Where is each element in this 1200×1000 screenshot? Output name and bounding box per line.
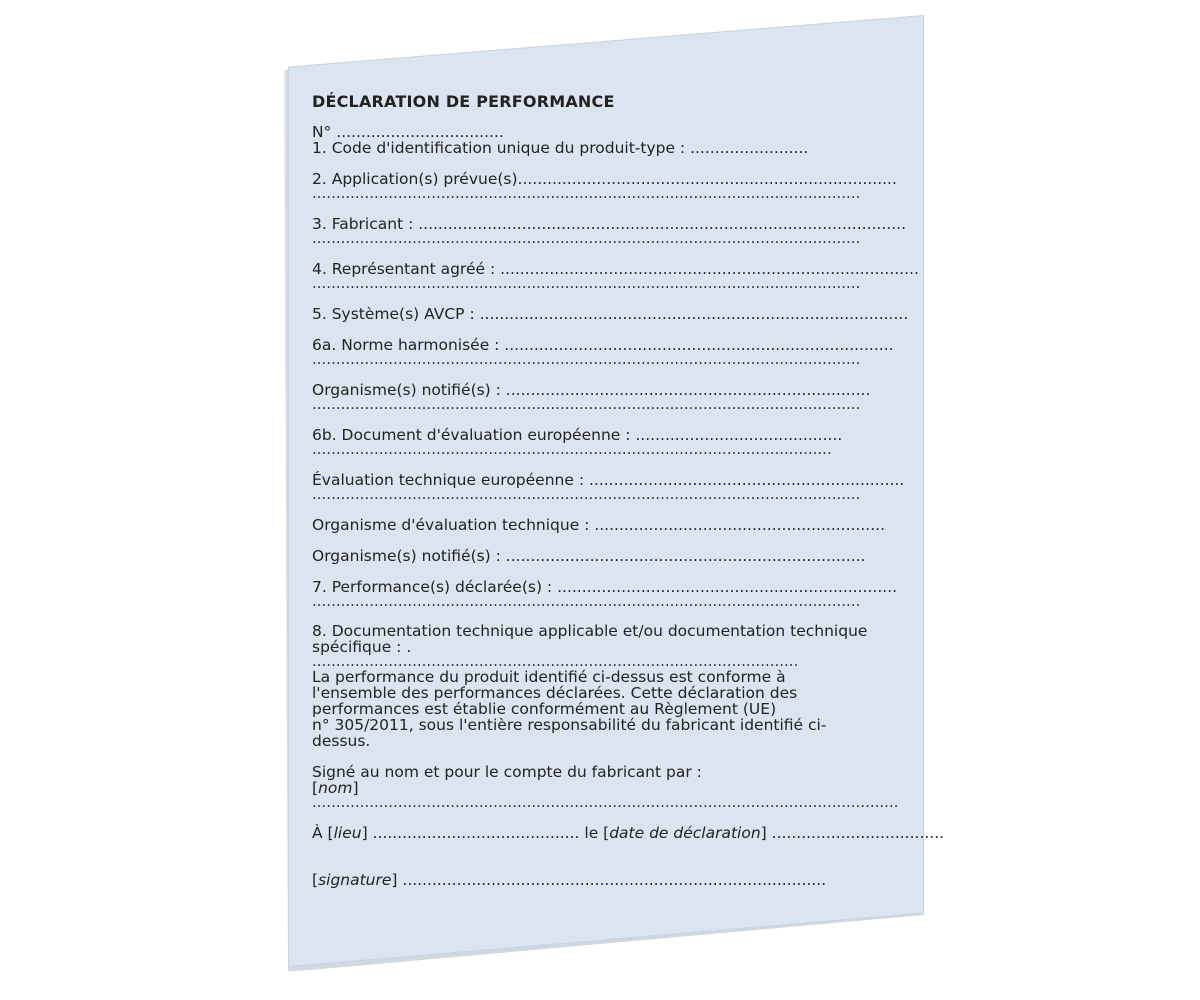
item-2-continuation: ................................................................................................................... [312, 184, 861, 202]
item-6a-continuation: ................................................................................................................... [312, 350, 861, 368]
signature-bracket-open: [ [312, 871, 319, 889]
technical-assessment-body: Organisme d'évaluation technique : ........................................................... [312, 516, 886, 534]
item-3-continuation: ................................................................................................................... [312, 229, 861, 247]
item-1-product-code: 1. Code d'identification unique du produit-type : ........................ [312, 139, 809, 157]
declaration-content [312, 92, 945, 890]
item-4-authorised-representative: 4. Représentant agréé : ..................................................................................... [312, 260, 919, 278]
date-suffix: ] ................................... [760, 824, 945, 842]
item-3-manufacturer: 3. Fabricant : ................................................................................................... [312, 215, 906, 233]
name-placeholder: nom [318, 779, 353, 797]
place-suffix: ] .......................................... le [ [361, 824, 610, 842]
conformity-line: dessus. [312, 732, 371, 750]
item-6b-european-assessment-document: 6b. Document d'évaluation européenne : .......................................... [312, 426, 843, 444]
date-placeholder: date de déclaration [609, 824, 761, 842]
item-5-avcp-system: 5. Système(s) AVCP : ....................................................................................... [312, 305, 909, 323]
item-6b-continuation: ............................................................................................................. [312, 440, 832, 458]
conformity-line: n° 305/2011, sous l'entière responsabilité du fabricant identifié ci- [312, 716, 827, 734]
place-prefix: À [ [312, 824, 334, 842]
signed-on-behalf-label: Signé au nom et pour le compte du fabricant par : [312, 763, 702, 781]
conformity-line: performances est établie conformément au Règlement (UE) [312, 700, 777, 718]
signature-suffix: ] ...................................................................................... [391, 871, 827, 889]
notified-bodies-1: Organisme(s) notifié(s) : .......................................................................... [312, 381, 871, 399]
item-4-continuation: ................................................................................................................... [312, 274, 861, 292]
conformity-line: La performance du produit identifié ci-dessus est conforme à [312, 668, 786, 686]
declaration-number: N° .................................. [312, 123, 504, 141]
name-bracket-open: [ [312, 779, 319, 797]
place-date-row [312, 824, 945, 843]
european-technical-assessment-continuation: ................................................................................................................... [312, 485, 861, 503]
signature-placeholder: signature [318, 871, 392, 889]
name-bracket-close: ] [352, 779, 359, 797]
item-8-technical-documentation-line-2: spécifique : . [312, 638, 412, 656]
item-8-continuation: ...................................................................................................... [312, 652, 799, 670]
item-2-intended-use: 2. Application(s) prévue(s)............................................................................. [312, 170, 897, 188]
european-technical-assessment: Évaluation technique européenne : ................................................................ [312, 471, 905, 489]
item-7-continuation: ................................................................................................................... [312, 592, 861, 610]
notified-bodies-1-continuation: ................................................................................................................... [312, 395, 861, 413]
conformity-line: l'ensemble des performances déclarées. Cette déclaration des [312, 684, 798, 702]
signature-row [312, 872, 912, 890]
notified-bodies-2: Organisme(s) notifié(s) : ......................................................................... [312, 547, 866, 565]
conformity-statement [312, 669, 912, 749]
signer-name-dots: ........................................................................................................................... [312, 793, 899, 811]
document-title: DÉCLARATION DE PERFORMANCE [312, 92, 615, 111]
place-placeholder: lieu [333, 824, 362, 842]
item-6a-harmonised-standard: 6a. Norme harmonisée : ............................................................................... [312, 336, 894, 354]
item-7-declared-performance: 7. Performance(s) déclarée(s) : ..................................................................... [312, 578, 898, 596]
item-8-technical-documentation-line-1: 8. Documentation technique applicable et/ou documentation technique [312, 622, 868, 640]
